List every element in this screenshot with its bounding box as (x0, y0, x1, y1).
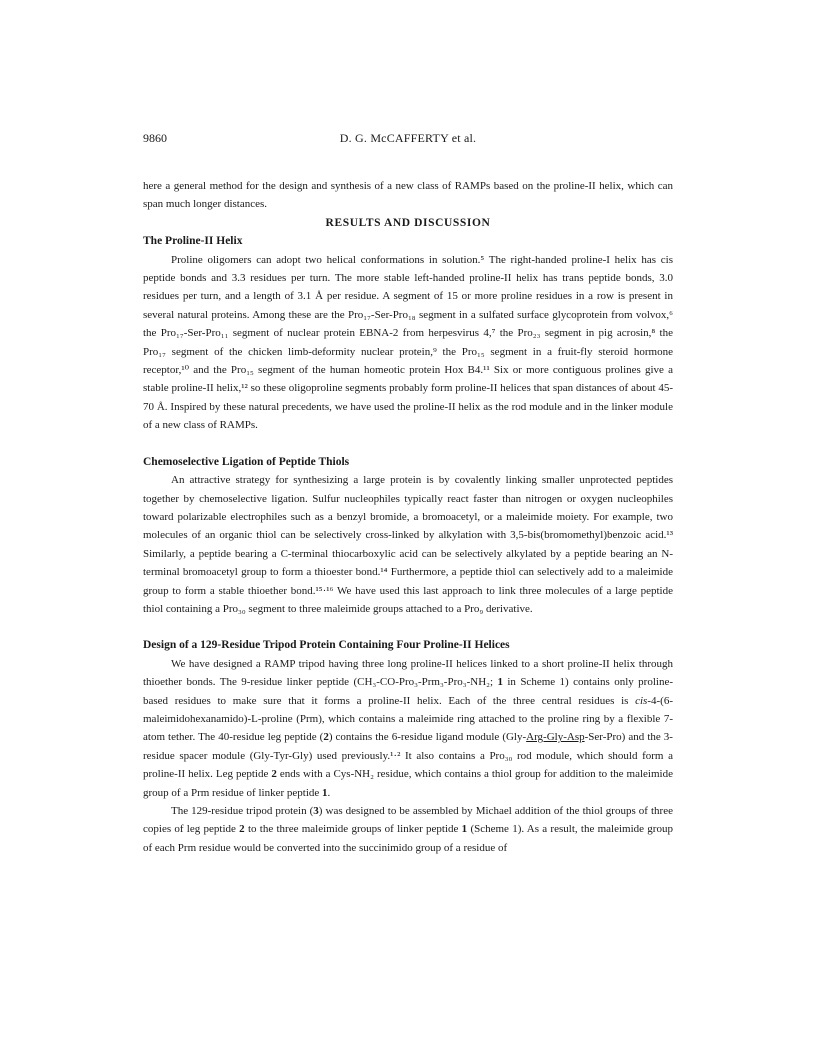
subheading-chemoselective-ligation: Chemoselective Ligation of Peptide Thiols (143, 455, 350, 468)
body-text (143, 177, 673, 857)
page-number: 9860 (143, 131, 167, 145)
paragraph-tripod-design-2: The 129-residue tripod protein (3) was designed to be assembled by Michael addition of the thiol groups of three copies of leg peptide 2 to the three maleimide groups of linker peptide 1 (Scheme 1). As a result, the maleimide group of each Prm residue would be converted into the succinimido group of a residue of (143, 805, 673, 854)
paragraph-chemoselective-ligation: An attractive strategy for synthesizing a large protein is by covalently linking smaller unprotected peptides together by chemoselective ligation. Sulfur nucleophiles typically react faster than nitrogen or oxygen nucleophiles toward polarizable electrophiles such as a benzyl bromide, a bromoacetyl, or a maleimide moiety. For example, two molecules of an organic thiol can be selectively cross-linked by alkylation with 3,5-bis(bromomethyl)benzoic acid.¹³ Similarly, a peptide bearing a C-terminal thiocarboxylic acid can be selectively alkylated by a peptide bearing an N-terminal bromoacetyl group to form a thioester bond.¹⁴ Furthermore, a peptide thiol can selectively add to a maleimide group to form a stable thioether bond.¹⁵·¹⁶ We have used this last approach to link three molecules of a large peptide thiol containing a Pro₃₀ segment to three maleimide groups attached to a Pro₉ derivative. (143, 474, 673, 615)
subheading-proline-ii-helix: The Proline-II Helix (143, 235, 243, 248)
paragraph-tripod-design-1: We have designed a RAMP tripod having three long proline-II helices linked to a short proline-II helix through thioether bonds. The 9-residue linker peptide (CH₃-CO-Pro₃-Prm₃-Pro₃-NH₂; 1 in Scheme 1) contains only proline-based residues to make sure that it forms a proline-II helix. Each of the three central residues is cis-4-(6-maleimidohexanamido)-L-proline (Prm), which contains a maleimide ring attached to the proline ring by a flexible 7-atom tether. The 40-residue leg peptide (2) contains the 6-residue ligand module (Gly-Arg-Gly-Asp-Ser-Pro) and the 3-residue spacer module (Gly-Tyr-Gly) used previously.¹·² It also contains a Pro₃₀ rod module, which should form a proline-II helix. Leg peptide 2 ends with a Cys-NH₂ residue, which contains a thiol group for addition to the maleimide group of a Prm residue of linker peptide 1. (143, 657, 673, 799)
running-head: D. G. McCAFFERTY et al. (339, 131, 477, 145)
paragraph-proline-ii-helix: Proline oligomers can adopt two helical conformations in solution.⁵ The right-handed proline-I helix has cis peptide bonds and 3.3 residues per turn. The more stable left-handed proline-II helix has trans peptide bonds, 3.0 residues per turn, and a length of 3.1 Å per residue. A segment of 15 or more proline residues in a row is present in several natural proteins. Among these are the Pro₁₇-Ser-Pro₁₈ segment in a sulfated surface glycoprotein from volvox,⁶ the Pro₁₇-Ser-Pro₁₁ segment of nuclear protein EBNA-2 from herpesvirus 4,⁷ the Pro₂₃ segment in pig acrosin,⁸ the Pro₁₇ segment of the chicken limb-deformity nuclear protein,⁹ the Pro₁₅ segment in a fruit-fly steroid hormone receptor,¹⁰ and the Pro₁₅ segment of the human homeotic protein Hox B4.¹¹ Six or more contiguous prolines give a stable proline-II helix,¹² so these oligoproline segments probably form proline-II helices that span distances of about 45-70 Å. Inspired by these natural precedents, we have used the proline-II helix as the rod module and in the linker module of a new class of RAMPs. (143, 253, 673, 432)
section-title: RESULTS AND DISCUSSION (325, 216, 491, 229)
intro-continuation: here a general method for the design and synthesis of a new class of RAMPs based on the proline-II helix, which can span much longer distances. (143, 180, 673, 211)
page-header (143, 131, 673, 149)
subheading-tripod-design: Design of a 129-Residue Tripod Protein Containing Four Proline-II Helices (143, 639, 510, 652)
